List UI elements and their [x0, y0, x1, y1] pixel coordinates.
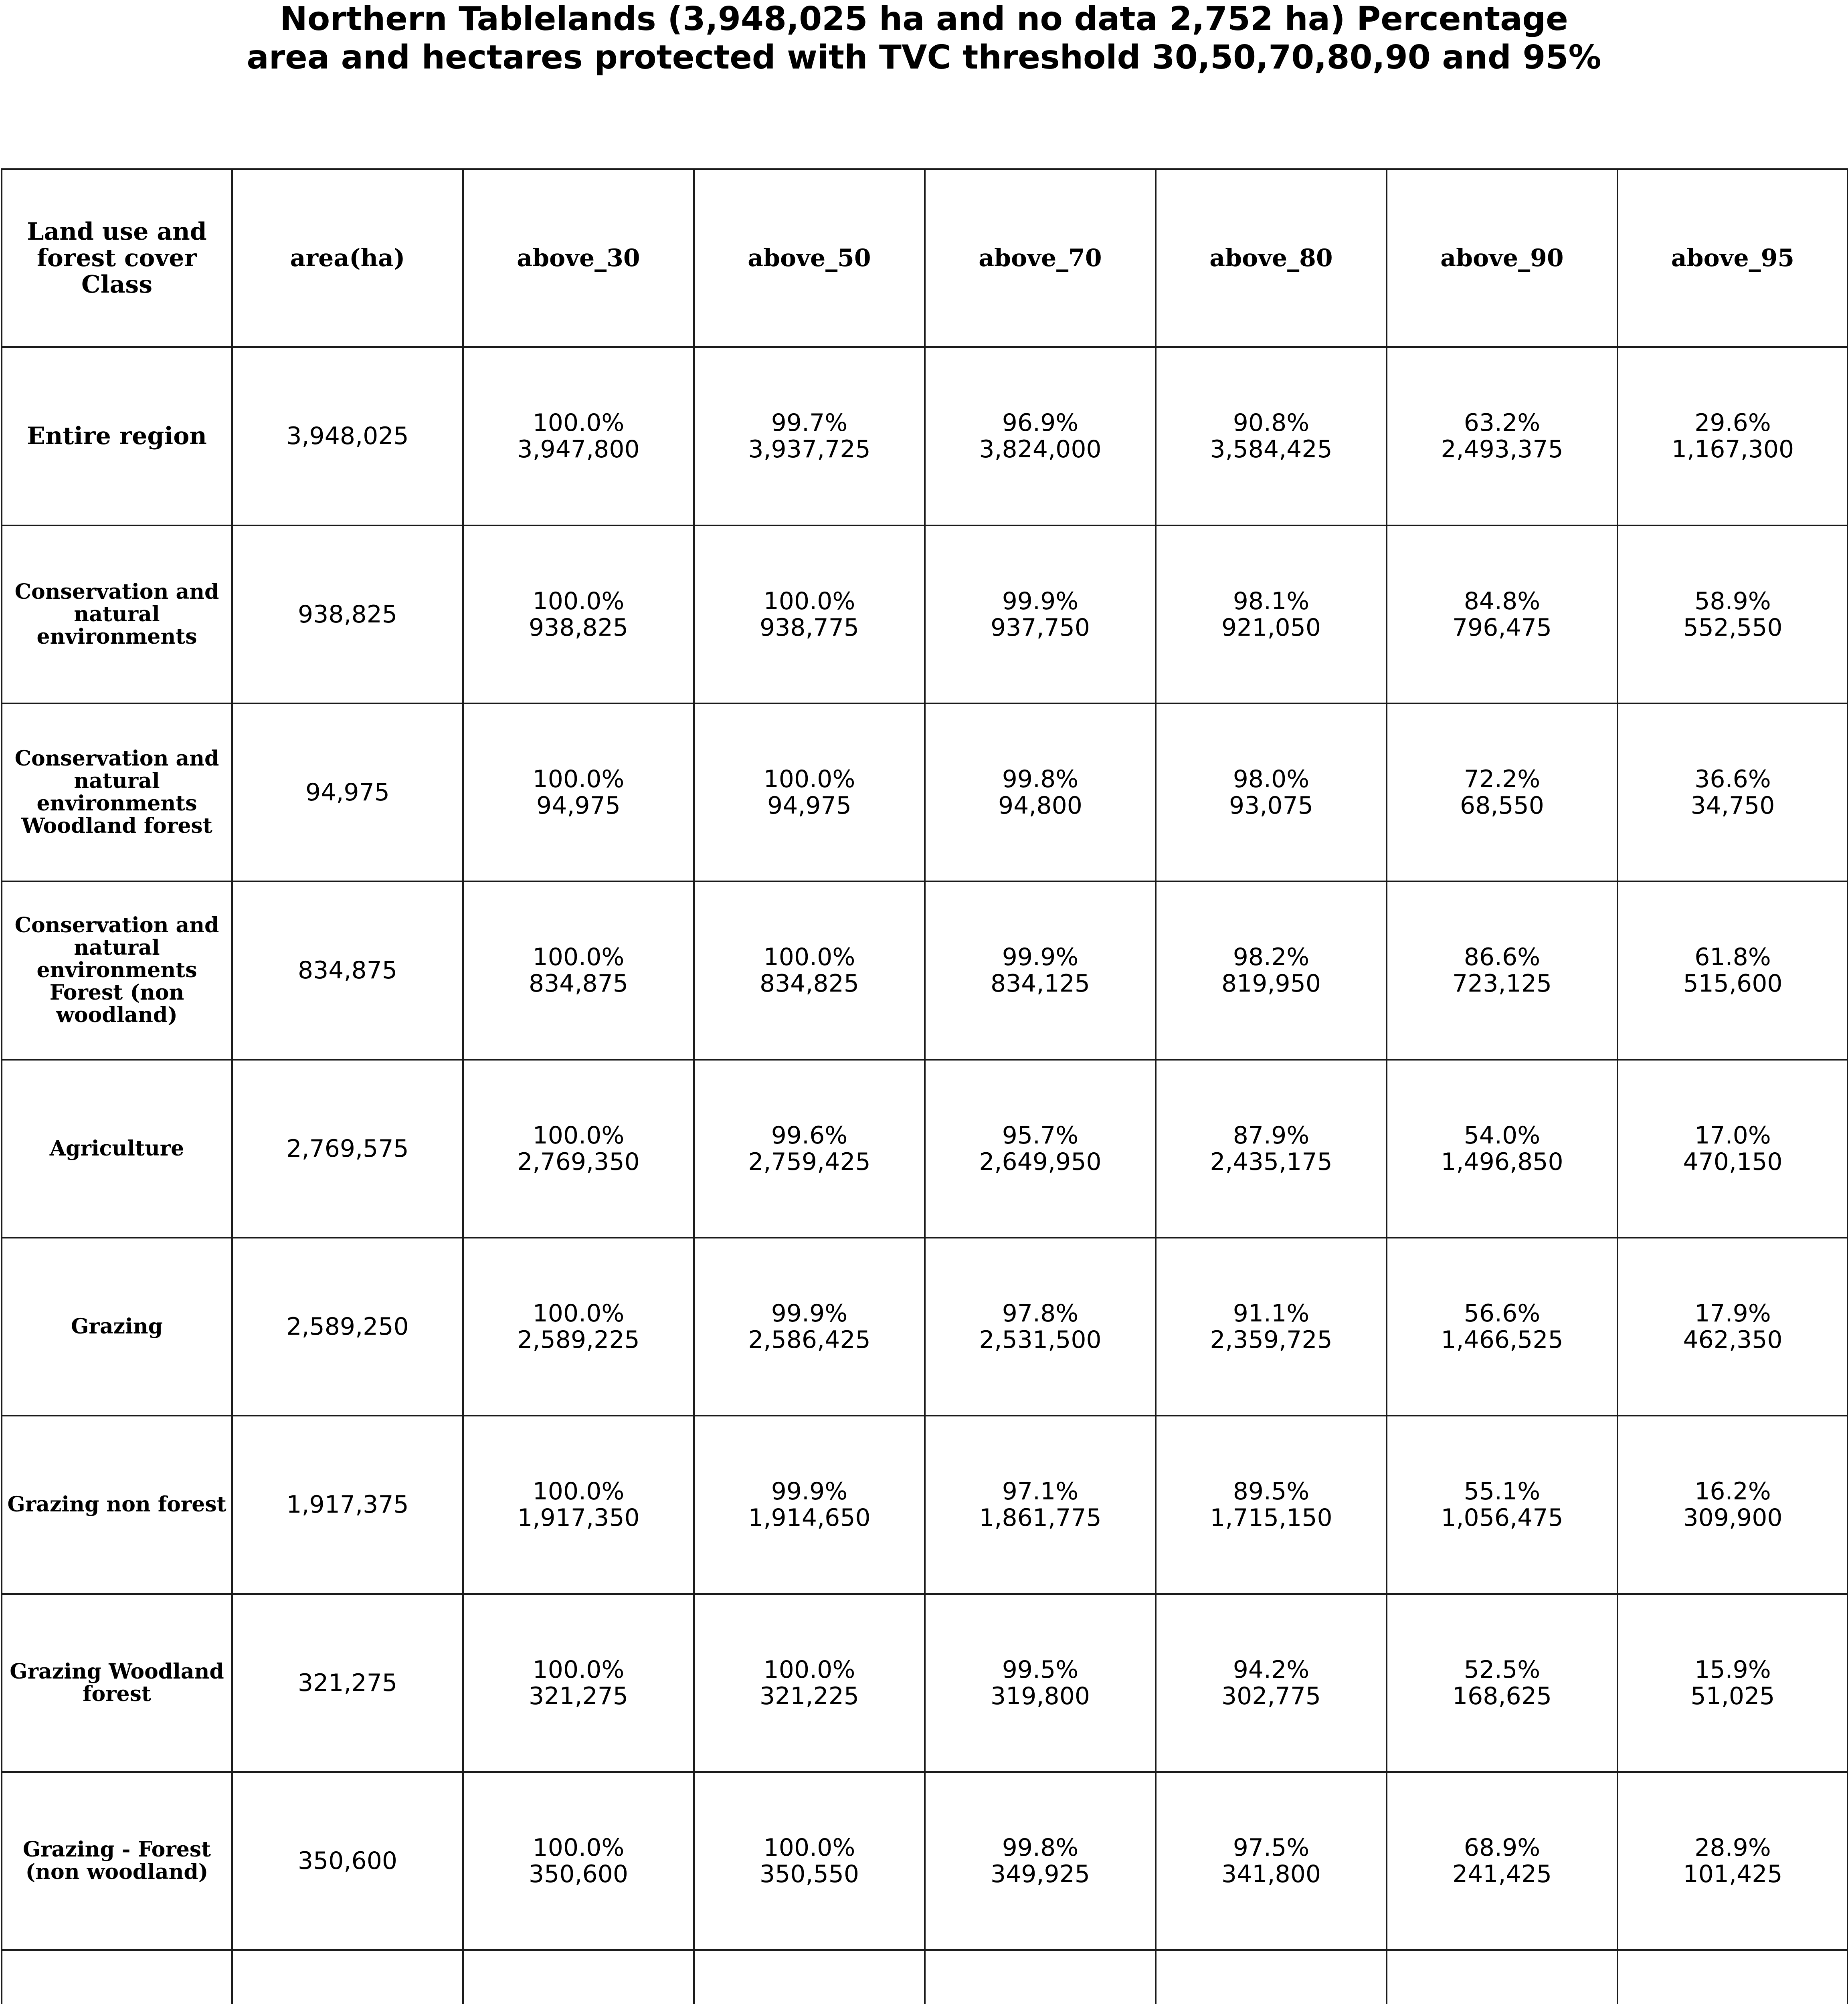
hectare-value: 938,775: [759, 613, 859, 642]
percent-value: 99.9%: [771, 1299, 848, 1328]
threshold-cell: [925, 1416, 1156, 1594]
hectare-value: 101,425: [1683, 1860, 1783, 1889]
hectare-value: 34,750: [1690, 792, 1775, 820]
threshold-cell: [694, 1416, 925, 1594]
table-row: [2, 1950, 1848, 2004]
hectare-value: 1,496,850: [1441, 1147, 1563, 1176]
threshold-cell: [1156, 1238, 1387, 1416]
percent-value: 97.5%: [1233, 1834, 1310, 1862]
threshold-cell: [925, 1594, 1156, 1772]
threshold-cell: [1387, 1772, 1618, 1950]
percent-value: 58.9%: [1694, 587, 1771, 615]
threshold-cell: [1156, 1416, 1387, 1594]
hectare-value: 2,586,425: [748, 1326, 871, 1354]
threshold-cell: [1156, 1594, 1387, 1772]
hectare-value: 341,800: [1221, 1860, 1321, 1889]
area-cell: 2,769,575: [232, 1060, 463, 1238]
threshold-cell: [1618, 347, 1848, 525]
threshold-cell: [694, 1060, 925, 1238]
percent-value: 99.5%: [1002, 1655, 1079, 1684]
hectare-value: 94,800: [998, 792, 1082, 820]
header-class: Land use and forest cover Class: [2, 169, 232, 347]
threshold-cell: [1618, 1772, 1848, 1950]
hectare-value: 1,914,650: [748, 1504, 871, 1532]
threshold-cell: [1387, 1238, 1618, 1416]
percent-value: 52.5%: [1464, 1655, 1541, 1684]
table-row: [2, 1416, 1848, 1594]
row-label: Grazing non forest: [2, 1416, 232, 1594]
threshold-cell: [694, 525, 925, 703]
header-above-30: above_30: [463, 169, 694, 347]
percent-value: 90.8%: [1233, 409, 1310, 437]
hectare-value: 68,550: [1460, 792, 1544, 820]
threshold-cell: [925, 1238, 1156, 1416]
hectare-value: 937,750: [990, 613, 1090, 642]
hectare-value: 1,466,525: [1441, 1326, 1563, 1354]
hectare-value: 1,861,775: [979, 1504, 1102, 1532]
hectare-value: 1,167,300: [1671, 435, 1794, 464]
area-cell: 350,600: [232, 1772, 463, 1950]
threshold-cell: [694, 1772, 925, 1950]
area-cell: 834,875: [232, 881, 463, 1059]
hectare-value: 3,584,425: [1210, 435, 1332, 464]
hectare-value: 2,493,375: [1441, 435, 1563, 464]
threshold-cell: [925, 1772, 1156, 1950]
threshold-cell: [1387, 881, 1618, 1059]
percent-value: 68.9%: [1464, 1834, 1541, 1862]
row-label: Entire region: [2, 347, 232, 525]
hectare-value: 2,759,425: [748, 1147, 871, 1176]
page-title: [0, 0, 1848, 77]
header-above-50: above_50: [694, 169, 925, 347]
percent-value: 96.9%: [1002, 409, 1079, 437]
percent-value: 91.1%: [1233, 1299, 1310, 1328]
hectare-value: 515,600: [1683, 970, 1783, 998]
percent-value: 63.2%: [1464, 409, 1541, 437]
threshold-cell: [1156, 703, 1387, 881]
threshold-cell: [1387, 525, 1618, 703]
hectare-value: 796,475: [1452, 613, 1552, 642]
threshold-cell: [1618, 703, 1848, 881]
threshold-cell: [463, 1950, 694, 2004]
threshold-cell: [925, 881, 1156, 1059]
percent-value: 94.2%: [1233, 1655, 1310, 1684]
hectare-value: 723,125: [1452, 970, 1552, 998]
percent-value: 100.0%: [763, 587, 855, 615]
threshold-cell: [925, 703, 1156, 881]
area-cell: 94,975: [232, 703, 463, 881]
hectare-value: 319,800: [990, 1682, 1090, 1710]
hectare-value: 94,975: [767, 792, 851, 820]
table-row: [2, 703, 1848, 881]
hectare-value: 168,625: [1452, 1682, 1552, 1710]
threshold-cell: [1156, 881, 1387, 1059]
threshold-cell: [1387, 1950, 1618, 2004]
hectare-value: 51,025: [1690, 1682, 1775, 1710]
hectare-value: 3,824,000: [979, 435, 1102, 464]
percent-value: 55.1%: [1464, 1477, 1541, 1506]
area-cell: 938,825: [232, 525, 463, 703]
threshold-cell: [925, 1950, 1156, 2004]
header-above-95: above_95: [1618, 169, 1848, 347]
percent-value: 16.2%: [1694, 1477, 1771, 1506]
hectare-value: 1,056,475: [1441, 1504, 1563, 1532]
threshold-cell: [694, 1594, 925, 1772]
title-line-1: Northern Tablelands (3,948,025 ha and no data 2,752 ha) Percentage: [280, 0, 1568, 38]
table-row: [2, 1238, 1848, 1416]
hectare-value: 2,649,950: [979, 1147, 1102, 1176]
hectare-value: 3,937,725: [748, 435, 871, 464]
percent-value: 17.9%: [1694, 1299, 1771, 1328]
threshold-cell: [463, 1594, 694, 1772]
row-label: Conservation and natural environments Woodland forest: [2, 703, 232, 881]
area-cell: 1,917,375: [232, 1416, 463, 1594]
table-row: [2, 1772, 1848, 1950]
hectare-value: 2,435,175: [1210, 1147, 1332, 1176]
percent-value: 100.0%: [763, 1655, 855, 1684]
threshold-cell: [1387, 347, 1618, 525]
percent-value: 99.6%: [771, 1121, 848, 1149]
threshold-cell: [1156, 525, 1387, 703]
percent-value: 100.0%: [532, 587, 625, 615]
hectare-value: 2,769,350: [517, 1147, 640, 1176]
threshold-cell: [1156, 1772, 1387, 1950]
row-label: Grazing: [2, 1238, 232, 1416]
percent-value: 56.6%: [1464, 1299, 1541, 1328]
hectare-value: 321,225: [759, 1682, 859, 1710]
threshold-cell: [925, 1060, 1156, 1238]
threshold-cell: [463, 1772, 694, 1950]
header-above-70: above_70: [925, 169, 1156, 347]
percent-value: 99.8%: [1002, 1834, 1079, 1862]
table-row: [2, 525, 1848, 703]
percent-value: 36.6%: [1694, 765, 1771, 794]
percent-value: 17.0%: [1694, 1121, 1771, 1149]
row-label: [2, 1950, 232, 2004]
percent-value: 54.0%: [1464, 1121, 1541, 1149]
threshold-cell: [1618, 525, 1848, 703]
hectare-value: 93,075: [1229, 792, 1313, 820]
threshold-cell: [1618, 1060, 1848, 1238]
threshold-cell: [1156, 1950, 1387, 2004]
threshold-cell: [1387, 1416, 1618, 1594]
percent-value: 99.8%: [1002, 765, 1079, 794]
hectare-value: 552,550: [1683, 613, 1783, 642]
percent-value: 84.8%: [1464, 587, 1541, 615]
hectare-value: 349,925: [990, 1860, 1090, 1889]
row-label: Grazing Woodland forest: [2, 1594, 232, 1772]
table-row: [2, 1594, 1848, 1772]
threshold-cell: [1618, 881, 1848, 1059]
hectare-value: 350,550: [759, 1860, 859, 1889]
hectare-value: 834,875: [528, 970, 629, 998]
percent-value: 100.0%: [532, 1655, 625, 1684]
threshold-cell: [463, 1416, 694, 1594]
percent-value: 100.0%: [763, 1834, 855, 1862]
percent-value: 99.7%: [771, 409, 848, 437]
header-above-80: above_80: [1156, 169, 1387, 347]
hectare-value: 321,275: [528, 1682, 629, 1710]
hectare-value: 2,359,725: [1210, 1326, 1332, 1354]
percent-value: 100.0%: [532, 1477, 625, 1506]
hectare-value: 819,950: [1221, 970, 1321, 998]
percent-value: 28.9%: [1694, 1834, 1771, 1862]
percent-value: 100.0%: [763, 943, 855, 972]
hectare-value: 1,715,150: [1210, 1504, 1332, 1532]
percent-value: 100.0%: [532, 765, 625, 794]
threshold-cell: [694, 347, 925, 525]
row-label: Conservation and natural environments Forest (non woodland): [2, 881, 232, 1059]
hectare-value: 470,150: [1683, 1147, 1783, 1176]
title-line-2: area and hectares protected with TVC threshold 30,50,70,80,90 and 95%: [247, 38, 1601, 77]
threshold-cell: [463, 1238, 694, 1416]
threshold-cell: [1156, 347, 1387, 525]
percent-value: 100.0%: [532, 1299, 625, 1328]
threshold-cell: [694, 1238, 925, 1416]
percent-value: 97.8%: [1002, 1299, 1079, 1328]
threshold-cell: [694, 703, 925, 881]
area-cell: 2,589,250: [232, 1238, 463, 1416]
threshold-cell: [463, 525, 694, 703]
hectare-value: 1,917,350: [517, 1504, 640, 1532]
percent-value: 97.1%: [1002, 1477, 1079, 1506]
table-row: [2, 1060, 1848, 1238]
percent-value: 61.8%: [1694, 943, 1771, 972]
percent-value: 89.5%: [1233, 1477, 1310, 1506]
percent-value: 72.2%: [1464, 765, 1541, 794]
percent-value: 100.0%: [532, 1121, 625, 1149]
percent-value: 87.9%: [1233, 1121, 1310, 1149]
hectare-value: 921,050: [1221, 613, 1321, 642]
hectare-value: 3,947,800: [517, 435, 640, 464]
hectare-value: 302,775: [1221, 1682, 1321, 1710]
percent-value: 98.1%: [1233, 587, 1310, 615]
hectare-value: 2,589,225: [517, 1326, 640, 1354]
area-cell: 321,275: [232, 1594, 463, 1772]
threshold-cell: [694, 1950, 925, 2004]
percent-value: 100.0%: [763, 765, 855, 794]
threshold-cell: [1387, 1060, 1618, 1238]
hectare-value: 938,825: [528, 613, 629, 642]
threshold-cell: [1387, 1594, 1618, 1772]
percent-value: 15.9%: [1694, 1655, 1771, 1684]
threshold-cell: [1387, 703, 1618, 881]
hectare-value: 94,975: [536, 792, 621, 820]
threshold-cell: [463, 703, 694, 881]
area-cell: 3,948,025: [232, 347, 463, 525]
percent-value: 100.0%: [532, 943, 625, 972]
threshold-cell: [925, 347, 1156, 525]
threshold-cell: [1156, 1060, 1387, 1238]
hectare-value: 2,531,500: [979, 1326, 1102, 1354]
threshold-cell: [925, 525, 1156, 703]
percent-value: 29.6%: [1694, 409, 1771, 437]
row-label: Conservation and natural environments: [2, 525, 232, 703]
header-area-ha-: area(ha): [232, 169, 463, 347]
threshold-cell: [1618, 1950, 1848, 2004]
hectare-value: 350,600: [528, 1860, 629, 1889]
percent-value: 100.0%: [532, 409, 625, 437]
percent-value: 100.0%: [532, 1834, 625, 1862]
hectare-value: 462,350: [1683, 1326, 1783, 1354]
protection-table: [1, 168, 1848, 2004]
hectare-value: 241,425: [1452, 1860, 1552, 1889]
percent-value: 99.9%: [1002, 587, 1079, 615]
threshold-cell: [1618, 1238, 1848, 1416]
hectare-value: 834,125: [990, 970, 1090, 998]
hectare-value: 834,825: [759, 970, 859, 998]
threshold-cell: [1618, 1416, 1848, 1594]
percent-value: 99.9%: [771, 1477, 848, 1506]
area-cell: [232, 1950, 463, 2004]
table-row: [2, 881, 1848, 1059]
percent-value: 86.6%: [1464, 943, 1541, 972]
percent-value: 95.7%: [1002, 1121, 1079, 1149]
threshold-cell: [694, 881, 925, 1059]
header-row: [2, 169, 1848, 347]
percent-value: 98.2%: [1233, 943, 1310, 972]
threshold-cell: [463, 347, 694, 525]
row-label: Agriculture: [2, 1060, 232, 1238]
threshold-cell: [463, 1060, 694, 1238]
row-label: Grazing - Forest (non woodland): [2, 1772, 232, 1950]
hectare-value: 309,900: [1683, 1504, 1783, 1532]
percent-value: 98.0%: [1233, 765, 1310, 794]
threshold-cell: [1618, 1594, 1848, 1772]
table-row: [2, 347, 1848, 525]
threshold-cell: [463, 881, 694, 1059]
percent-value: 99.9%: [1002, 943, 1079, 972]
header-above-90: above_90: [1387, 169, 1618, 347]
